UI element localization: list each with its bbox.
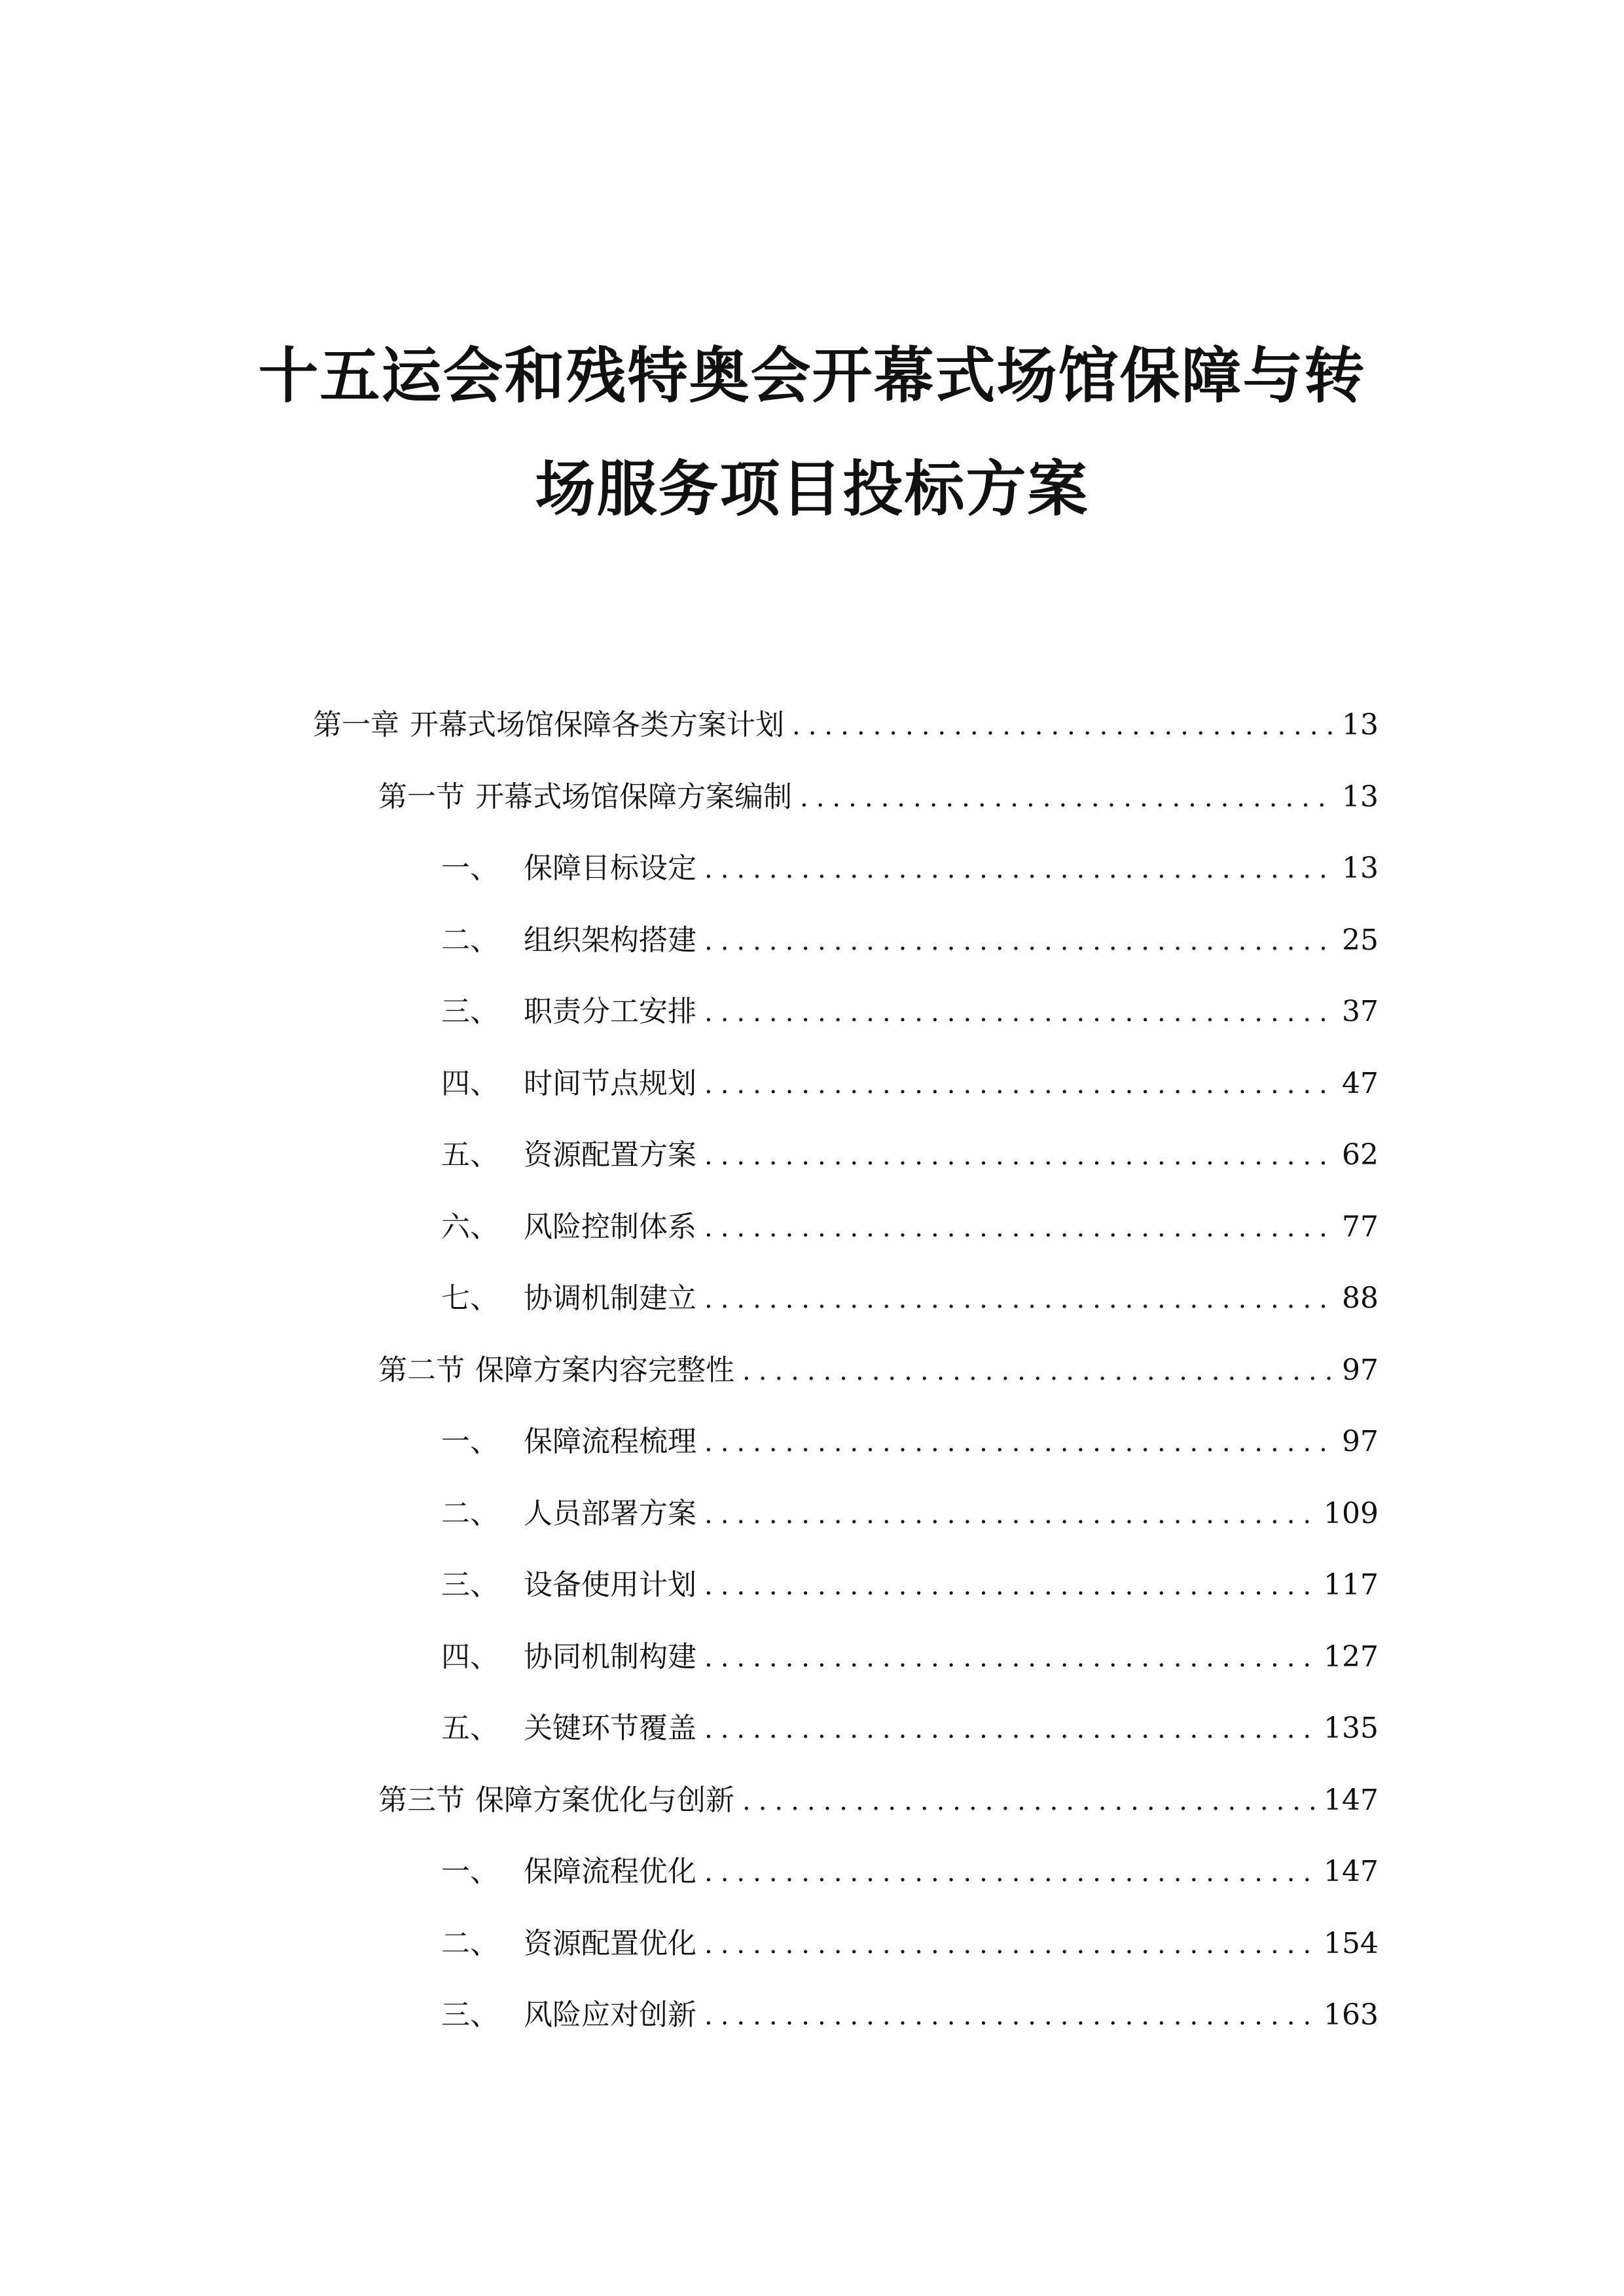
toc-entry-title: 时间节点规划 [524, 1067, 696, 1100]
toc-dot-leader [704, 1416, 1333, 1469]
toc-dot-leader [704, 1846, 1317, 1899]
toc-dot-leader [704, 1990, 1317, 2042]
toc-entry[interactable] [441, 1129, 1379, 1181]
toc-entry-label [378, 1344, 734, 1397]
toc-page-number: 25 [1342, 924, 1379, 957]
toc-page-number: 97 [1342, 1354, 1379, 1387]
toc-dot-leader [704, 1703, 1317, 1755]
toc-entry-title: 风险控制体系 [524, 1210, 696, 1244]
toc-entry[interactable] [441, 842, 1379, 895]
toc-dot-leader [704, 1560, 1317, 1612]
toc-page-number: 47 [1342, 1067, 1379, 1100]
toc-entry-title: 保障方案内容完整性 [475, 1354, 734, 1387]
toc-entry-label [378, 1774, 734, 1827]
toc-entry-title: 关键环节覆盖 [524, 1712, 696, 1745]
toc-page-number: 13 [1342, 852, 1379, 885]
toc-entry[interactable] [441, 1559, 1379, 1611]
toc-dot-leader [704, 986, 1333, 1039]
toc-entry-label [441, 986, 696, 1038]
toc-page-number: 37 [1342, 995, 1379, 1028]
toc-entry-number: 三、 [441, 995, 499, 1028]
toc-page-number: 109 [1324, 1497, 1379, 1530]
toc-entry-label [441, 1918, 696, 1970]
toc-entry-number: 五、 [441, 1712, 499, 1745]
toc-entry-label [441, 1702, 696, 1755]
toc-entry-number: 四、 [441, 1067, 499, 1100]
toc-entry-title: 保障流程梳理 [524, 1425, 696, 1458]
toc-entry-title: 风险应对创新 [524, 1998, 696, 2032]
toc-entry[interactable] [441, 1272, 1379, 1325]
toc-entry-number: 二、 [441, 924, 499, 957]
toc-page-number: 88 [1342, 1282, 1379, 1315]
toc-dot-leader [704, 1488, 1317, 1541]
toc-entry-title: 协同机制构建 [524, 1640, 696, 1674]
toc-entry-title: 人员部署方案 [524, 1497, 696, 1530]
toc-entry-label [441, 1559, 696, 1611]
toc-entry-label [378, 771, 792, 823]
toc-entry-number: 七、 [441, 1282, 499, 1315]
toc-entry[interactable] [378, 1344, 1379, 1397]
toc-page-number: 135 [1324, 1712, 1379, 1745]
toc-page-number: 97 [1342, 1425, 1379, 1458]
toc-entry-title: 协调机制建立 [524, 1282, 696, 1315]
document-title-line-2: 场服务项目投标方案 [535, 454, 1089, 524]
toc-entry[interactable] [441, 986, 1379, 1038]
toc-dot-leader [704, 1058, 1333, 1111]
toc-entry-number: 二、 [441, 1927, 499, 1960]
toc-entry-label [441, 1129, 696, 1181]
toc-dot-leader [704, 1632, 1317, 1684]
toc-entry[interactable] [313, 699, 1379, 751]
toc-page-number: 147 [1324, 1855, 1379, 1888]
toc-dot-leader [704, 1130, 1333, 1182]
toc-entry-title: 设备使用计划 [524, 1568, 696, 1602]
toc-entry-number: 二、 [441, 1497, 499, 1530]
toc-dot-leader [742, 1345, 1333, 1397]
toc-entry-label [441, 1631, 696, 1683]
toc-entry-number: 一、 [441, 1855, 499, 1888]
toc-entry-title: 开幕式场馆保障各类方案计划 [410, 708, 784, 742]
toc-entry[interactable] [441, 1702, 1379, 1755]
toc-dot-leader [704, 915, 1333, 967]
toc-entry-number: 四、 [441, 1640, 499, 1674]
toc-entry-label [441, 1201, 696, 1253]
toc-dot-leader [704, 1918, 1317, 1971]
toc-entry-title: 资源配置优化 [524, 1927, 696, 1960]
toc-entry-number: 三、 [441, 1998, 499, 2032]
toc-page-number: 62 [1342, 1138, 1379, 1172]
toc-entry[interactable] [441, 1488, 1379, 1540]
toc-entry-number: 六、 [441, 1210, 499, 1244]
toc-entry-number: 一、 [441, 1425, 499, 1458]
toc-entry[interactable] [378, 771, 1379, 823]
document-title-line-1: 十五运会和残特奥会开幕式场馆保障与转 [258, 341, 1366, 411]
toc-page-number: 13 [1342, 708, 1379, 742]
toc-entry-label [441, 1488, 696, 1540]
toc-entry[interactable] [441, 1058, 1379, 1110]
toc-entry-label [441, 1272, 696, 1325]
toc-dot-leader [704, 1273, 1333, 1325]
toc-dot-leader [742, 1775, 1317, 1827]
toc-entry[interactable] [441, 1989, 1379, 2041]
toc-entry-number: 第一节 [378, 780, 465, 814]
toc-entry-title: 组织架构搭建 [524, 924, 696, 957]
toc-entry[interactable] [441, 1416, 1379, 1468]
toc-entry-number: 第三节 [378, 1784, 465, 1817]
toc-entry[interactable] [441, 1201, 1379, 1253]
toc-entry-label [313, 699, 784, 751]
toc-dot-leader [792, 700, 1333, 752]
toc-entry-label [441, 842, 696, 895]
toc-entry-number: 第一章 [313, 708, 399, 742]
toc-entry-title: 职责分工安排 [524, 995, 696, 1028]
toc-page-number: 127 [1324, 1640, 1379, 1674]
toc-entry-label [441, 1989, 696, 2041]
toc-page-number: 117 [1324, 1568, 1379, 1602]
toc-entry-label [441, 914, 696, 967]
toc-dot-leader [800, 772, 1333, 824]
toc-entry-label [441, 1416, 696, 1468]
toc-page-number: 77 [1342, 1210, 1379, 1244]
toc-entry-title: 开幕式场馆保障方案编制 [475, 780, 792, 814]
toc-dot-leader [704, 1202, 1333, 1254]
toc-entry-number: 五、 [441, 1138, 499, 1172]
toc-entry-number: 三、 [441, 1568, 499, 1602]
toc-entry-number: 一、 [441, 852, 499, 885]
toc-entry-title: 保障方案优化与创新 [475, 1784, 734, 1817]
table-of-contents [0, 699, 1624, 2032]
toc-entry[interactable] [441, 1918, 1379, 1970]
toc-entry-label [441, 1058, 696, 1110]
toc-entry-title: 保障流程优化 [524, 1855, 696, 1888]
toc-page-number: 13 [1342, 780, 1379, 814]
toc-entry[interactable] [441, 914, 1379, 967]
toc-dot-leader [704, 843, 1333, 895]
toc-entry-label [441, 1846, 696, 1898]
toc-entry[interactable] [441, 1631, 1379, 1683]
toc-page-number: 154 [1324, 1927, 1379, 1960]
toc-entry[interactable] [441, 1846, 1379, 1898]
toc-entry-number: 第二节 [378, 1354, 465, 1387]
toc-entry-title: 保障目标设定 [524, 852, 696, 885]
toc-page-number: 163 [1324, 1998, 1379, 2032]
toc-entry[interactable] [378, 1774, 1379, 1827]
toc-page-number: 147 [1324, 1784, 1379, 1817]
toc-entry-title: 资源配置方案 [524, 1138, 696, 1172]
